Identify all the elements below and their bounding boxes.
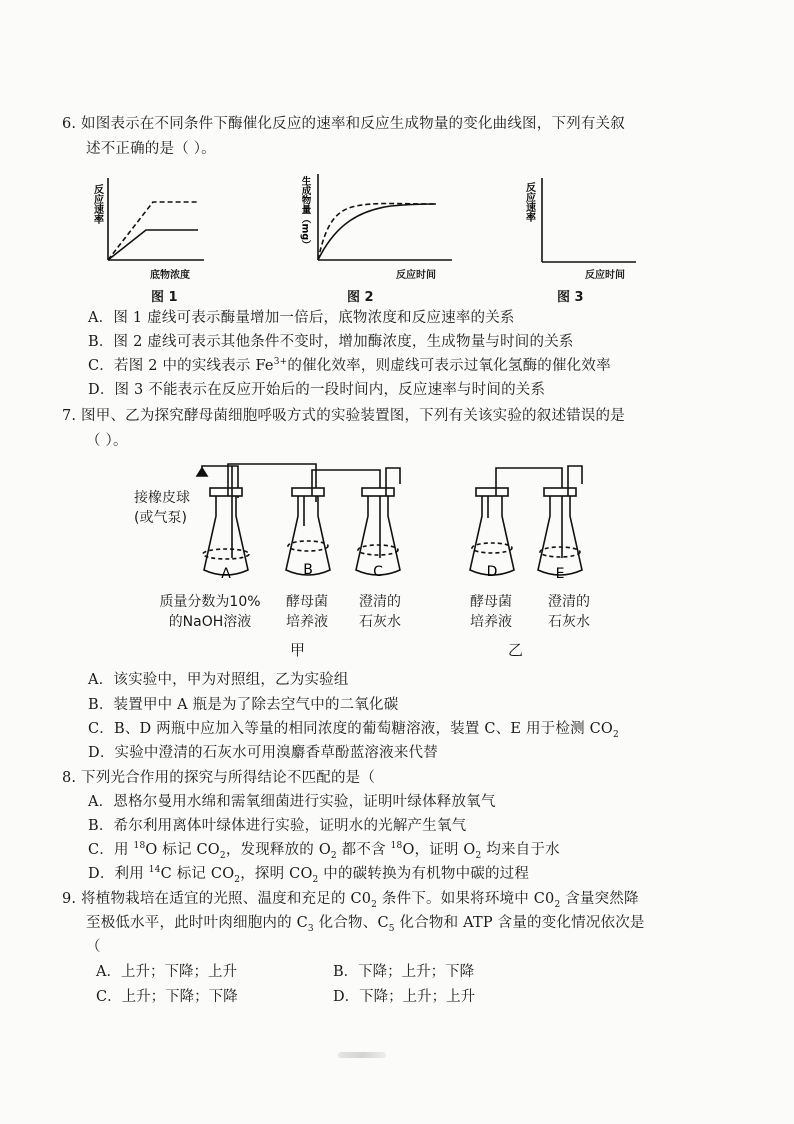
label-flask-a-line1: 质量分数为10% <box>159 594 261 610</box>
q8-d-s1: 14 <box>148 865 161 876</box>
label-flask-b <box>272 592 342 632</box>
q7-option-c-text: C．B、D 两瓶中应加入等量的相同浓度的葡萄糖溶液，装置 C、E 用于检测 CO <box>88 721 613 737</box>
q9-s2-p3: 化合物和 ATP 含量的变化情况依次是 <box>394 915 645 931</box>
q9-s1-p1: 9. 将植物栽培在适宜的光照、温度和充足的 C0 <box>62 891 372 907</box>
q8-c-p5: O，证明 O <box>402 842 476 858</box>
q8-option-d <box>88 862 529 883</box>
q6-option-c-post: 的催化效率，则虚线可表示过氧化氢酶的催化效率 <box>287 358 611 374</box>
q8-d-p4: 中的碳转换为有机物中碳的过程 <box>318 866 530 882</box>
group-yi-label: 乙 <box>508 641 524 659</box>
inlet-arrow-icon <box>197 468 207 476</box>
flask-e-letter: E <box>555 566 565 582</box>
q8-c-s1: 18 <box>133 841 146 852</box>
q8-stem: 8. 下列光合作用的探究与所得结论不匹配的是（ <box>62 770 376 786</box>
label-flask-d-line1: 酵母菌 <box>470 594 512 610</box>
scan-smudge <box>338 1052 386 1058</box>
q8-option-a: A．恩格尔曼用水绵和需氧细菌进行实验，证明叶绿体释放氧气 <box>88 794 496 810</box>
q6-option-d: D．图 3 不能表示在反应开始后的一段时间内，反应速率与时间的关系 <box>88 382 546 398</box>
q8-c-s2: 18 <box>390 841 403 852</box>
fig1-caption: 图 1 <box>151 290 178 305</box>
q7-stem-line2: （ ）。 <box>86 433 128 449</box>
label-flask-a-line2: 的NaOH溶液 <box>168 614 252 630</box>
label-flask-c-line1: 澄清的 <box>359 594 401 610</box>
q9-s2-p1: 至极低水平，此时叶肉细胞内的 C <box>86 915 308 931</box>
flask-a <box>203 466 249 575</box>
q8-c-b3: 2 <box>475 850 482 861</box>
q7-option-a: A．该实验中，甲为对照组，乙为实验组 <box>88 672 349 688</box>
q8-c-p3: ，发现释放的 O <box>225 842 331 858</box>
q6-figure-2 <box>296 168 456 268</box>
q8-d-b2: 2 <box>312 874 319 885</box>
flask-b-letter: B <box>303 562 313 578</box>
fig2-caption: 图 2 <box>347 290 374 305</box>
label-flask-e-line1: 澄清的 <box>548 594 590 610</box>
flask-c-letter: C <box>373 564 383 580</box>
q7-option-c <box>88 717 619 738</box>
q9-s1-b1: 2 <box>371 899 378 910</box>
q8-c-p1: C．用 <box>88 842 134 858</box>
fig3-xlabel: 反应时间 <box>585 270 625 281</box>
fig1-dashed-curve <box>108 202 198 260</box>
q8-d-b1: 2 <box>234 874 241 885</box>
q9-option-c: C．上升；下降；下降 <box>96 989 238 1005</box>
q7-stem-line1: 7. 图甲、乙为探究酵母菌细胞呼吸方式的实验装置图，下列有关该实验的叙述错误的是 <box>62 408 625 424</box>
fig1-ylabel: 反应速率 <box>91 184 103 224</box>
pump-label-line1: 接橡皮球 <box>134 490 190 506</box>
q8-c-b1: 2 <box>219 850 226 861</box>
q8-c-p6: 均来自于水 <box>481 842 560 858</box>
q7-option-d: D．实验中澄清的石灰水可用溴麝香草酚蓝溶液来代替 <box>88 745 438 761</box>
label-flask-a <box>150 592 270 632</box>
q6-option-a: A．图 1 虚线可表示酶量增加一倍后，底物浓度和反应速率的关系 <box>88 310 515 326</box>
flask-a-letter: A <box>221 566 231 582</box>
label-flask-d <box>456 592 526 632</box>
q9-stem-line1 <box>62 887 639 908</box>
q7-option-c-sub: 2 <box>612 729 619 740</box>
q9-s2-b1: 3 <box>307 923 314 934</box>
fig2-dashed-curve <box>318 204 436 261</box>
fig2-solid-curve <box>318 204 436 260</box>
q8-c-p2: O 标记 CO <box>145 842 220 858</box>
label-flask-b-line2: 培养液 <box>286 614 328 630</box>
flask-d-letter: D <box>486 564 498 580</box>
q6-option-c-pre: C．若图 2 中的实线表示 Fe <box>88 358 274 374</box>
flask-c <box>356 468 400 575</box>
q9-s1-p2: 条件下。如果将环境中 C0 <box>377 891 555 907</box>
label-flask-b-line1: 酵母菌 <box>286 594 328 610</box>
flask-d <box>470 488 514 575</box>
q6-figure-3 <box>520 172 640 270</box>
flask-e <box>538 466 582 575</box>
fig1-solid-curve <box>108 230 198 260</box>
q9-s2-b2: 5 <box>388 923 395 934</box>
label-flask-e <box>534 592 604 632</box>
q9-option-a: A．上升；下降；上升 <box>96 964 237 980</box>
fig2-ylabel: 生成物量（mg） <box>299 176 311 250</box>
q6-figure-1 <box>88 170 208 270</box>
q6-option-c <box>88 354 611 375</box>
q8-d-p3: ，探明 CO <box>240 866 313 882</box>
q8-c-p4: 都不含 <box>336 842 391 858</box>
label-flask-d-line2: 培养液 <box>470 614 512 630</box>
group-jia-label: 甲 <box>290 641 306 659</box>
q6-stem-line2: 述不正确的是（ ）。 <box>86 141 216 157</box>
label-flask-c-line2: 石灰水 <box>359 614 401 630</box>
fig3-caption: 图 3 <box>557 290 584 305</box>
q7-apparatus-figure <box>130 462 630 592</box>
q9-stem-line2 <box>86 911 645 932</box>
q9-s2-p2: 化合物、C <box>313 915 389 931</box>
q7-option-b: B．装置甲中 A 瓶是为了除去空气中的二氧化碳 <box>88 697 399 713</box>
q8-c-b2: 2 <box>330 850 337 861</box>
pump-label-line2: (或气泵) <box>134 510 187 526</box>
label-flask-e-line2: 石灰水 <box>548 614 590 630</box>
q9-stem-line3: （ <box>86 939 101 955</box>
label-flask-c <box>345 592 415 632</box>
fig3-ylabel: 反应速率 <box>523 182 535 222</box>
q8-d-p1: D．利用 <box>88 866 149 882</box>
pump-label <box>134 488 190 528</box>
q8-option-c <box>88 838 560 859</box>
q9-s1-b2: 2 <box>554 899 561 910</box>
q9-s1-p3: 含量突然降 <box>560 891 639 907</box>
q6-option-b: B．图 2 虚线可表示其他条件不变时，增加酶浓度，生成物量与时间的关系 <box>88 334 574 350</box>
q6-option-c-sup: 3+ <box>273 357 288 368</box>
q9-option-b: B．下降；上升；下降 <box>333 964 475 980</box>
q8-option-b: B．希尔利用离体叶绿体进行实验，证明水的光解产生氧气 <box>88 818 467 834</box>
q6-stem-line1: 6. 如图表示在不同条件下酶催化反应的速率和反应生成物量的变化曲线图，下列有关叙 <box>62 116 625 132</box>
fig2-xlabel: 反应时间 <box>396 270 436 281</box>
q8-d-p2: C 标记 CO <box>160 866 235 882</box>
fig1-xlabel: 底物浓度 <box>150 270 190 281</box>
q9-option-d: D．下降；上升；上升 <box>333 989 476 1005</box>
